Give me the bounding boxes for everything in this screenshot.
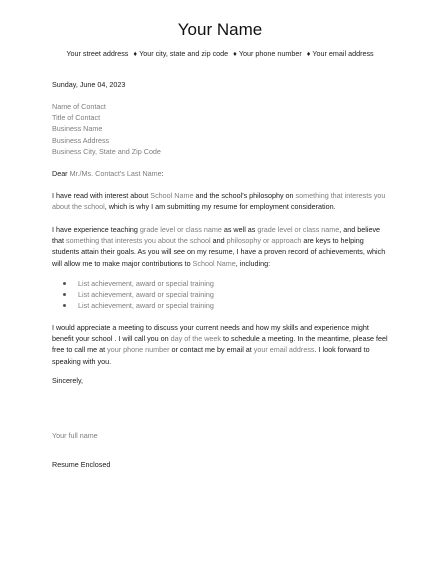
list-item: List achievement, award or special training xyxy=(52,300,214,311)
paragraph-meeting: I would appreciate a meeting to discuss your current needs and how my skills and experience might benefit your school . I will call you on day of the week to schedule a meeting. In the meantime, please feel free to call me at your phone number or contact me by email at your email address. I look forward to speaking with you. xyxy=(52,323,388,366)
achievements-list xyxy=(52,278,214,312)
phone-number: Your phone number xyxy=(238,49,302,58)
recipient-name: Name of Contact xyxy=(52,102,106,111)
placeholder-school-name: School Name xyxy=(192,258,236,268)
closing: Sincerely, xyxy=(52,376,84,385)
placeholder-school-name: School Name xyxy=(150,191,194,200)
signature-name: Your full name xyxy=(52,431,98,440)
diamond-separator-icon: ♦ xyxy=(306,49,311,58)
recipient-business-address: Business Address xyxy=(52,135,110,145)
salutation-placeholder: Mr./Ms. Contact's Last Name xyxy=(69,169,162,178)
sender-name: Your Name xyxy=(177,20,263,39)
placeholder-grade-level: grade level or class name xyxy=(139,225,222,234)
recipient-business-name: Business Name xyxy=(52,124,103,134)
recipient-title: Title of Contact xyxy=(52,113,101,123)
list-item: List achievement, award or special training xyxy=(52,289,214,300)
enclosure-note: Resume Enclosed xyxy=(52,460,111,469)
recipient-city-state-zip: Business City, State and Zip Code xyxy=(52,146,161,156)
placeholder-phone-number: your phone number xyxy=(107,345,170,355)
sender-contact-line xyxy=(0,49,440,58)
street-address: Your street address xyxy=(66,49,129,58)
email-address: Your email address xyxy=(312,49,374,58)
letter-date: Sunday, June 04, 2023 xyxy=(52,80,126,89)
placeholder-interest: something that interests you about the school xyxy=(52,191,386,212)
paragraph-interest: I have read with interest about School Name and the school's philosophy on something that interests you about the school, which is why I am submitting my resume for employment consideration. xyxy=(52,191,386,212)
paragraph-experience: I have experience teaching grade level or class name as well as grade level or class name, and believe that something that interests you about the school and philosophy or approach are keys to helping students attain their goals. As you will see on my resume, I have a proven record of achievements, which will allow me to make major contributions to School Name, including: xyxy=(52,225,386,268)
placeholder-day-of-week: day of the week xyxy=(170,334,222,344)
list-item: List achievement, award or special training xyxy=(52,278,214,289)
placeholder-interest: something that interests you about the school xyxy=(66,236,211,246)
city-state-zip: Your city, state and zip code xyxy=(139,49,229,58)
placeholder-email-address: your email address xyxy=(253,345,315,355)
diamond-separator-icon: ♦ xyxy=(133,49,138,58)
placeholder-philosophy: philosophy or approach xyxy=(226,236,302,246)
bullet-icon xyxy=(63,282,66,285)
salutation: Dear Mr./Ms. Contact's Last Name: xyxy=(52,169,164,178)
recipient-block xyxy=(52,101,392,157)
bullet-icon xyxy=(63,304,66,307)
bullet-icon xyxy=(63,293,66,296)
diamond-separator-icon: ♦ xyxy=(233,49,237,58)
placeholder-grade-level: grade level or class name xyxy=(257,225,340,234)
